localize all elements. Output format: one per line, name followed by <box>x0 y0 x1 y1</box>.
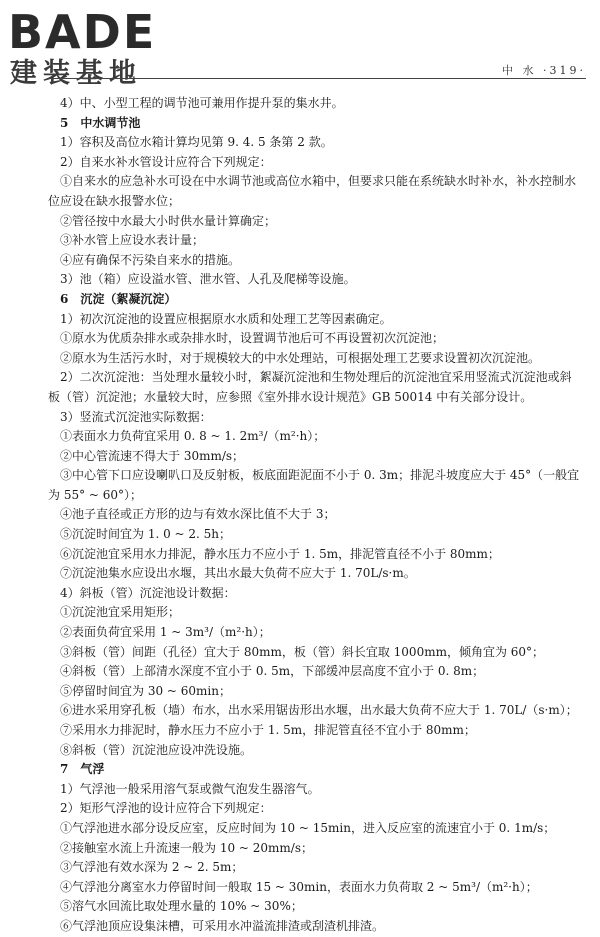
text-line: 2）自来水补水管设计应符合下列规定： <box>60 154 272 169</box>
text-line: ③气浮池有效水深为 2 ~ 2. 5m； <box>60 860 244 875</box>
text-line: ⑦采用水力排泥时，静水压力不应小于 1. 5m，排泥管直径不宜小于 80mm； <box>60 723 476 737</box>
section-heading: 5 中水调节池 <box>60 115 141 130</box>
text-line: 4）中、小型工程的调节池可兼用作提升泵的集水井。 <box>60 96 344 110</box>
text-line: ④斜板（管）上部清水深度不宜小于 0. 5m，下部缓冲层高度不宜小于 0. 8m； <box>60 664 485 679</box>
section-heading: 6 沉淀（絮凝沉淀） <box>60 291 177 306</box>
text-line: 1）初次沉淀池的设置应根据原水水质和处理工艺等因素确定。 <box>60 311 392 326</box>
text-line: ⑤停留时间宜为 30 ~ 60min； <box>60 683 231 698</box>
text-line: ⑦沉淀池集水应设出水堰，其出水最大负荷不应大于 1. 70L/s·m。 <box>60 566 416 581</box>
text-line: ⑥气浮池顶应设集沫槽，可采用水冲溢流排渣或刮渣机排渣。 <box>60 918 385 933</box>
text-line: ④应有确保不污染自来水的措施。 <box>60 252 241 267</box>
text-line: ①自来水的应急补水可设在中水调节池或高位水箱中，但要求只能在系统缺水时补水，补水控制水 <box>60 174 577 189</box>
text-line: ②表面负荷宜采用 1 ~ 3m³/（m²·h）； <box>60 625 271 640</box>
text-line: ③中心管下口应设喇叭口及反射板，板底面距泥面不小于 0. 3m；排泥斗坡度应大于 45°（一般宜 <box>60 468 580 483</box>
page-body <box>48 94 584 937</box>
text-line: ⑧斜板（管）沉淀池应设冲洗设施。 <box>60 742 253 757</box>
text-line: ①原水为优质杂排水或杂排水时，设置调节池后可不再设置初次沉淀池； <box>60 331 445 346</box>
text-line: ①沉淀池宜采用矩形； <box>60 605 181 620</box>
text-line: ②原水为生活污水时，对于规模较大的中水处理站，可根据处理工艺要求设置初次沉淀池。 <box>60 350 541 365</box>
text-line: ②接触室水流上升流速一般为 10 ~ 20mm/s； <box>60 840 313 855</box>
text-line: ⑤溶气水回流比取处理水量的 10% ~ 30%； <box>60 899 303 914</box>
text-line: ⑥沉淀池宜采用水力排泥，静水压力不应小于 1. 5m，排泥管直径不小于 80mm； <box>60 546 500 561</box>
text-line: 2）矩形气浮池的设计应符合下列规定： <box>60 801 272 816</box>
text-line: 2）二次沉淀池：当处理水量较小时，絮凝沉淀池和生物处理后的沉淀池宜采用竖流式沉淀池或斜 <box>60 370 572 385</box>
running-header <box>502 62 586 78</box>
text-line: ⑥进水采用穿孔板（墙）布水，出水采用锯齿形出水堰，出水最大负荷不应大于 1. 70L/（s·m）； <box>60 703 578 718</box>
text-line: ④气浮池分离室水力停留时间一般取 15 ~ 30min，表面水力负荷取 2 ~ 5m³/（m²·h）； <box>60 879 538 894</box>
text-line: 1）气浮池一般采用溶气泵或微气泡发生器溶气。 <box>60 781 320 796</box>
text-line: 1）容积及高位水箱计算均见第 9. 4. 5 条第 2 款。 <box>60 135 333 150</box>
bade-logo <box>4 6 194 92</box>
text-line: ②中心管流速不得大于 30mm/s； <box>60 448 245 463</box>
text-line: ②管径按中水最大小时供水量计算确定； <box>60 213 277 228</box>
logo-wordmark: BADE <box>8 5 157 59</box>
page-number: ·319· <box>543 64 586 77</box>
section-title: 中 水 <box>502 64 537 77</box>
section-heading: 7 气浮 <box>60 762 105 777</box>
text-line: ③斜板（管）间距（孔径）宜大于 80mm，板（管）斜长宜取 1000mm，倾角宜为 60°； <box>60 644 545 659</box>
text-line: ①表面水力负荷宜采用 0. 8 ~ 1. 2m³/（m²·h）； <box>60 429 326 444</box>
logo-subtitle: 建装基地 <box>10 58 142 89</box>
text-line: ④池子直径或正方形的边与有效水深比值不大于 3； <box>60 507 336 522</box>
text-line: 4）斜板（管）沉淀池设计数据： <box>60 585 236 600</box>
text-line: ⑤沉淀时间宜为 1. 0 ~ 2. 5h； <box>60 527 232 542</box>
header-rule <box>48 78 586 79</box>
text-line: 3）竖流式沉淀池实际数据： <box>60 409 212 424</box>
text-line: 3）池（箱）应设溢水管、泄水管、人孔及爬梯等设施。 <box>60 272 356 287</box>
text-line: 为 55° ~ 60°）； <box>48 487 143 502</box>
text-line: ③补水管上应设水表计量； <box>60 233 205 248</box>
text-line: 板（管）沉淀池；水量较大时，应参照《室外排水设计规范》GB 50014 中有关部分设计。 <box>48 389 533 404</box>
text-line: 位应设在缺水报警水位； <box>48 193 181 208</box>
text-line: ①气浮池进水部分设反应室，反应时间为 10 ~ 15min，进入反应室的流速宜小于 0. 1m/s； <box>60 820 556 835</box>
